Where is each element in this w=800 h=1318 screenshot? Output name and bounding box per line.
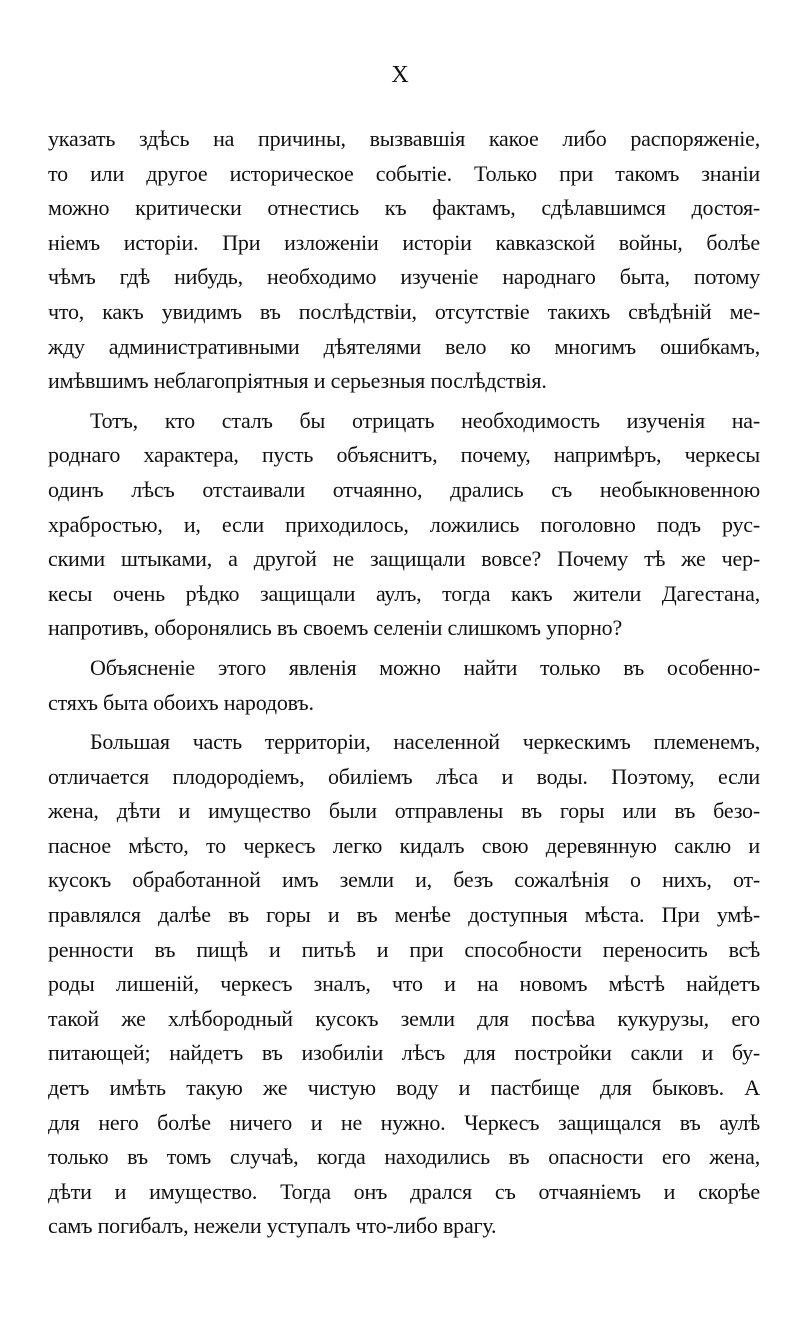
text-line: что, какъ увидимъ въ послѣдствіи, отсутствіе такихъ свѣдѣній ме- [48,298,760,324]
text-line: пасное мѣсто, то черкесъ легко кидалъ свою деревянную саклю и [48,832,760,858]
paragraph [48,651,760,720]
text-line: одинъ лѣсъ отстаивали отчаянно, дрались съ необыкновенною [48,476,760,502]
text-line: скими штыками, а другой не защищали вовсе? Почему тѣ же чер- [48,546,760,572]
paragraph [48,404,760,646]
text-line: отличается плодородіемъ, обиліемъ лѣса и воды. Поэтому, если [48,763,760,789]
text-line: напротивъ, оборонялись въ своемъ селеніи слишкомъ упорно? [48,615,623,641]
text-line: жду административными дѣятелями вело ко многимъ ошибкамъ, [48,333,760,359]
text-line: указать здѣсь на причины, вызвавшія какое либо распоряженіе, [48,126,760,151]
text-line: Объясненіе этого явленія можно найти только въ особенно- [90,654,760,680]
text-line: ніемъ исторіи. При изложеніи исторіи кавказской войны, болѣе [48,229,760,255]
text-line: жена, дѣти и имущество были отправлены въ горы или въ безо- [48,798,760,824]
paragraph [48,725,760,1244]
text-line: детъ имѣть такую же чистую воду и пастбище для быковъ. А [48,1075,760,1101]
text-line: правлялся далѣе въ горы и въ менѣе доступныя мѣста. При умѣ- [48,902,760,928]
text-line: только въ томъ случаѣ, когда находились въ опасности его жена, [48,1144,760,1170]
paragraph [48,122,760,399]
text-line: такой же хлѣбородный кусокъ земли для посѣва кукурузы, его [48,1005,760,1031]
text-line: Тотъ, кто сталъ бы отрицать необходимость изученія на- [90,407,760,433]
text-line: стяхъ быта обоихъ народовъ. [48,689,314,715]
text-line: для него болѣе ничего и не нужно. Черкесъ защищался въ аулѣ [48,1109,760,1135]
text-line: питающей; найдетъ въ изобиліи лѣсъ для постройки сакли и бу- [48,1040,760,1066]
text-line: чѣмъ гдѣ нибудь, необходимо изученіе народнаго быта, потому [48,264,760,290]
text-line: то или другое историческое событіе. Только при такомъ знаніи [48,160,760,186]
text-line: дѣти и имущество. Тогда онъ дрался съ отчаяніемъ и скорѣе [48,1178,760,1204]
text-line: самъ погибалъ, нежели уступалъ что-либо врагу. [48,1213,497,1239]
text-line: храбростью, и, если приходилось, ложились поголовно подъ рус- [48,511,760,537]
body-text [48,122,760,1249]
text-line: Большая часть территоріи, населенной черкескимъ племенемъ, [90,729,760,755]
text-line: роды лишеній, черкесъ зналъ, что и на новомъ мѣстѣ найдетъ [48,971,760,997]
text-line: ренности въ пищѣ и питьѣ и при способности переносить всѣ [48,936,760,962]
text-line: кесы очень рѣдко защищали аулъ, тогда какъ жители Дагестана, [48,580,760,606]
page-number: X [391,62,409,88]
text-line: можно критически отнестись къ фактамъ, сдѣлавшимся достоя- [48,195,760,221]
text-line: кусокъ обработанной имъ земли и, безъ сожалѣнія о нихъ, от- [48,867,760,893]
text-line: имѣвшимъ неблагопріятныя и серьезныя послѣдствія. [48,368,547,394]
text-line: роднаго характера, пусть объяснитъ, почему, напримѣръ, черкесы [48,442,760,468]
